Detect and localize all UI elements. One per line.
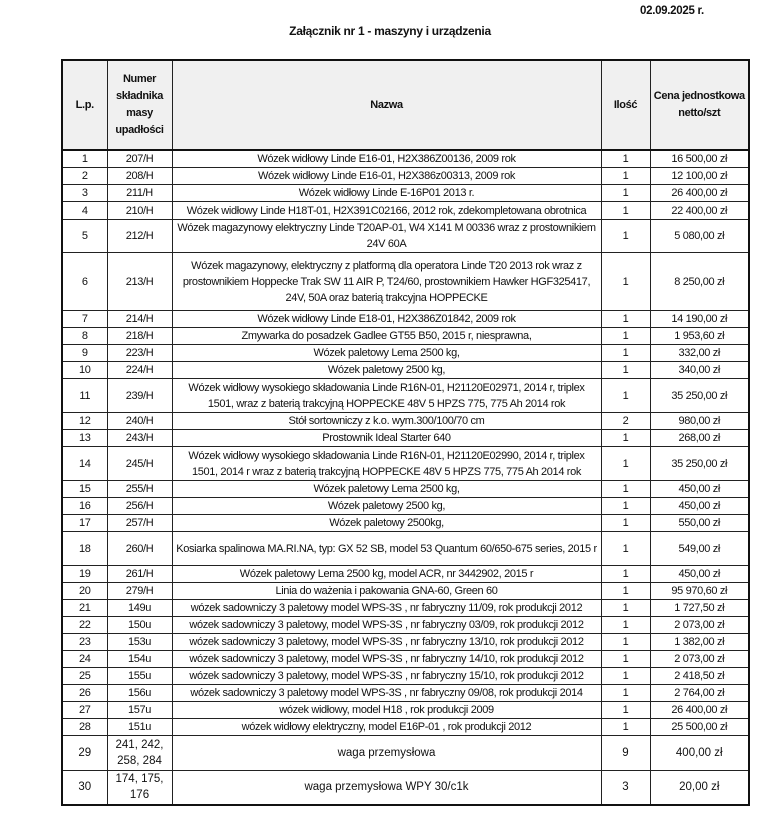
cell-numer: 207/H <box>107 150 172 168</box>
cell-numer: 243/H <box>107 430 172 447</box>
table-row <box>62 379 749 413</box>
table-row <box>62 566 749 583</box>
table-row <box>62 413 749 430</box>
cell-numer: 257/H <box>107 515 172 532</box>
cell-lp: 20 <box>62 583 107 600</box>
cell-ilosc: 1 <box>601 532 650 566</box>
cell-lp: 7 <box>62 311 107 328</box>
table-row <box>62 328 749 345</box>
cell-numer: 261/H <box>107 566 172 583</box>
cell-ilosc: 1 <box>601 168 650 185</box>
table-row <box>62 515 749 532</box>
table-row <box>62 583 749 600</box>
cell-ilosc: 1 <box>601 583 650 600</box>
table-row <box>62 481 749 498</box>
cell-lp: 27 <box>62 702 107 719</box>
table-row <box>62 345 749 362</box>
document-date: 02.09.2025 r. <box>640 5 704 17</box>
cell-ilosc: 1 <box>601 617 650 634</box>
cell-numer: 279/H <box>107 583 172 600</box>
cell-lp: 18 <box>62 532 107 566</box>
cell-numer: 150u <box>107 617 172 634</box>
cell-ilosc: 1 <box>601 253 650 311</box>
cell-lp: 6 <box>62 253 107 311</box>
cell-nazwa: wózek sadowniczy 3 paletowy model WPS-3S , nr fabryczny 09/08, rok produkcji 2014 <box>172 685 601 702</box>
cell-numer: 156u <box>107 685 172 702</box>
cell-nazwa: Kosiarka spalinowa MA.RI.NA, typ: GX 52 SB, model 53 Quantum 60/650-675 series, 2015 r <box>172 532 601 566</box>
cell-nazwa: Wózek magazynowy, elektryczny z platformą dla operatora Linde T20 2013 rok wraz z prostownikiem Hoppecke Trak SW 11 AIR P, T24/60, prostownikiem Hawker HGF325417, 24V, 50A oraz baterią trakcyjna HOPPECKE <box>172 253 601 311</box>
cell-nazwa: waga przemysłowa <box>172 736 601 771</box>
cell-numer: 154u <box>107 651 172 668</box>
cell-nazwa: wózek widłowy elektryczny, model E16P-01 , rok produkcji 2012 <box>172 719 601 736</box>
cell-ilosc: 1 <box>601 719 650 736</box>
cell-nazwa: Wózek widłowy wysokiego składowania Linde R16N-01, H21120E02971, 2014 r, triplex 1501, wraz z baterią trakcyjną HOPPECKE 48V 5 HPZS 775, 775 Ah 2014 rok <box>172 379 601 413</box>
cell-numer: 174, 175, 176 <box>107 771 172 805</box>
cell-ilosc: 1 <box>601 634 650 651</box>
cell-numer: 239/H <box>107 379 172 413</box>
cell-nazwa: Wózek paletowy Lema 2500 kg, model ACR, nr 3442902, 2015 r <box>172 566 601 583</box>
table-row <box>62 668 749 685</box>
cell-ilosc: 1 <box>601 498 650 515</box>
table-row <box>62 719 749 736</box>
cell-numer: 157u <box>107 702 172 719</box>
table-row <box>62 430 749 447</box>
cell-cena: 5 080,00 zł <box>650 220 749 253</box>
cell-numer: 149u <box>107 600 172 617</box>
cell-lp: 21 <box>62 600 107 617</box>
cell-ilosc: 2 <box>601 413 650 430</box>
cell-cena: 2 073,00 zł <box>650 617 749 634</box>
cell-ilosc: 1 <box>601 685 650 702</box>
cell-ilosc: 1 <box>601 150 650 168</box>
cell-cena: 550,00 zł <box>650 515 749 532</box>
cell-numer: 245/H <box>107 447 172 481</box>
cell-nazwa: Wózek paletowy Lema 2500 kg, <box>172 345 601 362</box>
cell-lp: 3 <box>62 185 107 202</box>
table-row <box>62 168 749 185</box>
cell-ilosc: 1 <box>601 379 650 413</box>
cell-lp: 4 <box>62 202 107 220</box>
cell-ilosc: 1 <box>601 668 650 685</box>
cell-ilosc: 1 <box>601 651 650 668</box>
cell-nazwa: wózek sadowniczy 3 paletowy, model WPS-3S , nr fabryczny 03/09, rok produkcji 2012 <box>172 617 601 634</box>
cell-numer: 153u <box>107 634 172 651</box>
cell-cena: 1 953,60 zł <box>650 328 749 345</box>
cell-numer: 210/H <box>107 202 172 220</box>
cell-lp: 25 <box>62 668 107 685</box>
cell-lp: 12 <box>62 413 107 430</box>
cell-lp: 11 <box>62 379 107 413</box>
cell-nazwa: Wózek magazynowy elektryczny Linde T20AP-01, W4 X141 M 00336 wraz z prostownikiem 24V 60A <box>172 220 601 253</box>
header-cena: Cena jednostkowa netto/szt <box>650 60 749 150</box>
cell-nazwa: Prostownik Ideal Starter 640 <box>172 430 601 447</box>
cell-ilosc: 1 <box>601 447 650 481</box>
cell-cena: 340,00 zł <box>650 362 749 379</box>
cell-cena: 549,00 zł <box>650 532 749 566</box>
cell-lp: 29 <box>62 736 107 771</box>
cell-ilosc: 1 <box>601 430 650 447</box>
machines-table <box>61 59 750 806</box>
cell-ilosc: 1 <box>601 600 650 617</box>
cell-ilosc: 1 <box>601 345 650 362</box>
table-row <box>62 498 749 515</box>
cell-ilosc: 1 <box>601 202 650 220</box>
cell-lp: 23 <box>62 634 107 651</box>
cell-nazwa: wózek sadowniczy 3 paletowy model WPS-3S , nr fabryczny 11/09, rok produkcji 2012 <box>172 600 601 617</box>
cell-cena: 2 418,50 zł <box>650 668 749 685</box>
cell-lp: 8 <box>62 328 107 345</box>
table-row <box>62 736 749 771</box>
cell-cena: 450,00 zł <box>650 481 749 498</box>
cell-lp: 5 <box>62 220 107 253</box>
table-row <box>62 600 749 617</box>
cell-numer: 151u <box>107 719 172 736</box>
cell-lp: 13 <box>62 430 107 447</box>
cell-numer: 208/H <box>107 168 172 185</box>
cell-cena: 20,00 zł <box>650 771 749 805</box>
cell-numer: 213/H <box>107 253 172 311</box>
table-row <box>62 702 749 719</box>
cell-ilosc: 1 <box>601 481 650 498</box>
cell-cena: 2 073,00 zł <box>650 651 749 668</box>
table-row <box>62 651 749 668</box>
cell-cena: 450,00 zł <box>650 566 749 583</box>
header-ilosc: Ilość <box>601 60 650 150</box>
cell-nazwa: wózek widłowy, model H18 , rok produkcji 2009 <box>172 702 601 719</box>
cell-nazwa: Wózek paletowy 2500kg, <box>172 515 601 532</box>
cell-numer: 241, 242, 258, 284 <box>107 736 172 771</box>
table-row <box>62 532 749 566</box>
cell-lp: 19 <box>62 566 107 583</box>
cell-ilosc: 1 <box>601 566 650 583</box>
cell-numer: 214/H <box>107 311 172 328</box>
cell-nazwa: Wózek widłowy wysokiego składowania Linde R16N-01, H21120E02990, 2014 r, triplex 1501, 2014 r wraz z baterią trakcyjną HOPPECKE 48V 5 HPZS 775, 775 Ah 2014 rok <box>172 447 601 481</box>
cell-cena: 26 400,00 zł <box>650 702 749 719</box>
cell-nazwa: wózek sadowniczy 3 paletowy, model WPS-3S , nr fabryczny 14/10, rok produkcji 2012 <box>172 651 601 668</box>
cell-ilosc: 9 <box>601 736 650 771</box>
cell-nazwa: Stół sortowniczy z k.o. wym.300/100/70 cm <box>172 413 601 430</box>
header-nazwa: Nazwa <box>172 60 601 150</box>
cell-cena: 450,00 zł <box>650 498 749 515</box>
cell-nazwa: wózek sadowniczy 3 paletowy, model WPS-3S , nr fabryczny 15/10, rok produkcji 2012 <box>172 668 601 685</box>
cell-nazwa: Wózek paletowy 2500 kg, <box>172 362 601 379</box>
cell-lp: 30 <box>62 771 107 805</box>
cell-ilosc: 1 <box>601 185 650 202</box>
cell-numer: 211/H <box>107 185 172 202</box>
cell-lp: 14 <box>62 447 107 481</box>
table-row <box>62 185 749 202</box>
cell-numer: 240/H <box>107 413 172 430</box>
cell-cena: 268,00 zł <box>650 430 749 447</box>
document-title: Załącznik nr 1 - maszyny i urządzenia <box>289 24 491 38</box>
cell-nazwa: Wózek widłowy Linde E-16P01 2013 r. <box>172 185 601 202</box>
table-row <box>62 617 749 634</box>
cell-nazwa: Wózek paletowy 2500 kg, <box>172 498 601 515</box>
cell-cena: 400,00 zł <box>650 736 749 771</box>
cell-lp: 24 <box>62 651 107 668</box>
table-header-row <box>62 60 749 150</box>
cell-lp: 15 <box>62 481 107 498</box>
cell-numer: 255/H <box>107 481 172 498</box>
cell-lp: 22 <box>62 617 107 634</box>
cell-lp: 16 <box>62 498 107 515</box>
cell-cena: 16 500,00 zł <box>650 150 749 168</box>
cell-lp: 26 <box>62 685 107 702</box>
header-lp: L.p. <box>62 60 107 150</box>
cell-lp: 1 <box>62 150 107 168</box>
cell-cena: 22 400,00 zł <box>650 202 749 220</box>
cell-cena: 14 190,00 zł <box>650 311 749 328</box>
cell-numer: 260/H <box>107 532 172 566</box>
cell-numer: 256/H <box>107 498 172 515</box>
cell-cena: 8 250,00 zł <box>650 253 749 311</box>
header-numer: Numer składnika masy upadłości <box>107 60 172 150</box>
cell-nazwa: Wózek widłowy Linde H18T-01, H2X391C02166, 2012 rok, zdekompletowana obrotnica <box>172 202 601 220</box>
cell-nazwa: Linia do ważenia i pakowania GNA-60, Green 60 <box>172 583 601 600</box>
cell-ilosc: 1 <box>601 362 650 379</box>
cell-ilosc: 1 <box>601 328 650 345</box>
cell-cena: 1 382,00 zł <box>650 634 749 651</box>
cell-ilosc: 1 <box>601 220 650 253</box>
cell-numer: 218/H <box>107 328 172 345</box>
cell-cena: 980,00 zł <box>650 413 749 430</box>
table-row <box>62 220 749 253</box>
table-row <box>62 771 749 805</box>
cell-cena: 25 500,00 zł <box>650 719 749 736</box>
cell-lp: 2 <box>62 168 107 185</box>
table-row <box>62 685 749 702</box>
table-row <box>62 253 749 311</box>
cell-nazwa: Wózek widłowy Linde E18-01, H2X386Z01842, 2009 rok <box>172 311 601 328</box>
table-row <box>62 202 749 220</box>
cell-lp: 17 <box>62 515 107 532</box>
cell-cena: 26 400,00 zł <box>650 185 749 202</box>
cell-ilosc: 1 <box>601 311 650 328</box>
cell-cena: 2 764,00 zł <box>650 685 749 702</box>
cell-nazwa: Zmywarka do posadzek Gadlee GT55 B50, 2015 r, niesprawna, <box>172 328 601 345</box>
table-row <box>62 150 749 168</box>
cell-cena: 35 250,00 zł <box>650 447 749 481</box>
cell-numer: 224/H <box>107 362 172 379</box>
cell-numer: 212/H <box>107 220 172 253</box>
cell-ilosc: 1 <box>601 702 650 719</box>
cell-nazwa: Wózek widłowy Linde E16-01, H2X386Z00136, 2009 rok <box>172 150 601 168</box>
cell-cena: 95 970,60 zł <box>650 583 749 600</box>
cell-cena: 35 250,00 zł <box>650 379 749 413</box>
cell-nazwa: wózek sadowniczy 3 paletowy, model WPS-3S , nr fabryczny 13/10, rok produkcji 2012 <box>172 634 601 651</box>
table-row <box>62 362 749 379</box>
cell-cena: 1 727,50 zł <box>650 600 749 617</box>
cell-cena: 12 100,00 zł <box>650 168 749 185</box>
cell-numer: 155u <box>107 668 172 685</box>
table-row <box>62 311 749 328</box>
table-row <box>62 634 749 651</box>
cell-nazwa: waga przemysłowa WPY 30/c1k <box>172 771 601 805</box>
cell-nazwa: Wózek paletowy Lema 2500 kg, <box>172 481 601 498</box>
cell-lp: 28 <box>62 719 107 736</box>
cell-ilosc: 1 <box>601 515 650 532</box>
cell-numer: 223/H <box>107 345 172 362</box>
cell-cena: 332,00 zł <box>650 345 749 362</box>
cell-nazwa: Wózek widłowy Linde E16-01, H2X386z00313, 2009 rok <box>172 168 601 185</box>
cell-lp: 10 <box>62 362 107 379</box>
cell-lp: 9 <box>62 345 107 362</box>
cell-ilosc: 3 <box>601 771 650 805</box>
table-row <box>62 447 749 481</box>
